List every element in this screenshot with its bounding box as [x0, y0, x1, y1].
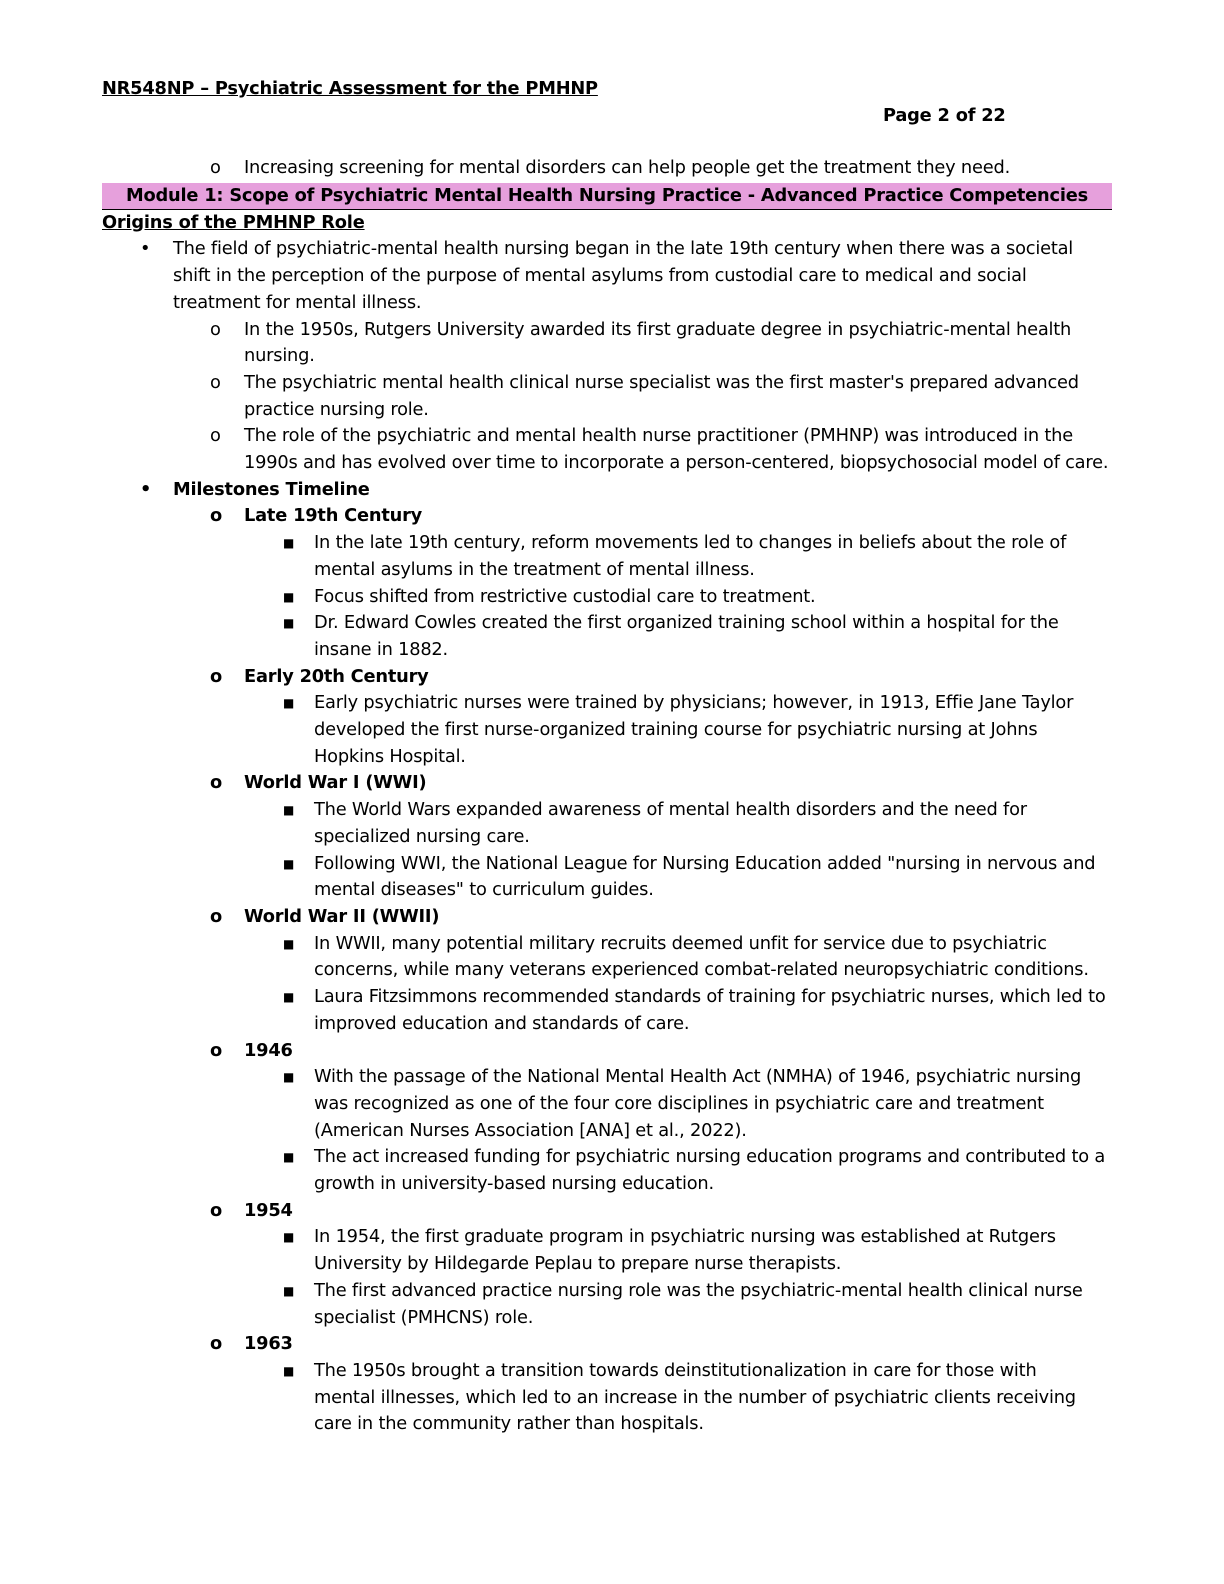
- milestone-label-text: World War II (WWII): [244, 905, 440, 927]
- milestone-item-line: [102, 957, 1112, 984]
- origins-intro-line: [102, 290, 1112, 317]
- milestone-item-line: [102, 1305, 1112, 1332]
- milestone-item-line: [102, 557, 1112, 584]
- origins-subpoint-line-text: The psychiatric mental health clinical nurse specialist was the first master's prepared advanced: [244, 371, 1079, 393]
- origins-subpoint-line-text: nursing.: [244, 345, 315, 367]
- circle-bullet: o: [210, 905, 223, 927]
- milestone-item-line-text: specialized nursing care.: [314, 825, 530, 847]
- milestone-label: [102, 1198, 1112, 1225]
- document-title: NR548NP – Psychiatric Assessment for the PMHNP: [102, 78, 598, 99]
- milestone-label-text: World War I (WWI): [244, 772, 427, 794]
- origins-intro-line-text: The field of psychiatric-mental health nursing began in the late 19th century when there was a societal: [173, 238, 1074, 260]
- circle-bullet: o: [210, 665, 223, 687]
- square-bullet: ■: [283, 1070, 295, 1085]
- square-bullet: ■: [283, 990, 295, 1005]
- milestone-label: [102, 1038, 1112, 1065]
- origins-list: [102, 236, 1112, 476]
- milestone-item-line: [102, 824, 1112, 851]
- origins-subpoint-line: [102, 317, 1112, 344]
- circle-bullet: o: [210, 1333, 223, 1355]
- origins-intro-line-text: shift in the perception of the purpose of mental asylums from custodial care to medical and social: [173, 265, 1027, 287]
- milestones-list: [102, 503, 1112, 1438]
- square-bullet: ■: [283, 936, 295, 951]
- square-bullet: ■: [283, 1230, 295, 1245]
- milestone-item-line: [102, 1411, 1112, 1438]
- milestone-item-line-text: specialist (PMHCNS) role.: [314, 1306, 534, 1328]
- origins-subpoint-line: [102, 397, 1112, 424]
- milestone-item-line-text: The 1950s brought a transition towards deinstitutionalization in care for those with: [314, 1359, 1037, 1381]
- square-bullet: ■: [283, 536, 295, 551]
- milestone-item-line-text: was recognized as one of the four core disciplines in psychiatric care and treatment: [314, 1092, 1044, 1114]
- milestone-item-line-text: In the late 19th century, reform movements led to changes in beliefs about the role of: [314, 532, 1067, 554]
- milestone-item-line-text: Early psychiatric nurses were trained by physicians; however, in 1913, Effie Jane Taylor: [314, 692, 1074, 714]
- bullet-marker: •: [140, 238, 151, 260]
- milestone-item-line: [102, 690, 1112, 717]
- milestone-item-line-text: mental asylums in the treatment of mental illness.: [314, 558, 755, 580]
- milestone-item-line-text: Focus shifted from restrictive custodial care to treatment.: [314, 585, 816, 607]
- milestone-item-line: [102, 744, 1112, 771]
- milestone-item-line: [102, 851, 1112, 878]
- square-bullet: ■: [283, 1363, 295, 1378]
- milestone-item-line: [102, 984, 1112, 1011]
- milestone-label-text: 1946: [244, 1039, 293, 1061]
- milestone-item-line: [102, 1118, 1112, 1145]
- origins-subpoint-line-text: In the 1950s, Rutgers University awarded its first graduate degree in psychiatric-mental health: [244, 318, 1072, 340]
- milestones-heading: Milestones Timeline: [173, 478, 370, 500]
- milestone-item-line-text: University by Hildegarde Peplau to prepare nurse therapists.: [314, 1253, 842, 1275]
- milestone-label: [102, 664, 1112, 691]
- milestone-item-line: [102, 1011, 1112, 1038]
- square-bullet: ■: [283, 589, 295, 604]
- circle-bullet: o: [210, 318, 221, 340]
- milestone-item-line-text: improved education and standards of care.: [314, 1012, 690, 1034]
- origins-subpoint-line: [102, 370, 1112, 397]
- circle-bullet: o: [210, 505, 223, 527]
- milestone-item-line-text: The act increased funding for psychiatric nursing education programs and contributed to a: [314, 1146, 1106, 1168]
- milestone-item-line: [102, 584, 1112, 611]
- milestone-item-line-text: growth in university-based nursing education.: [314, 1173, 714, 1195]
- milestone-item-line: [102, 1251, 1112, 1278]
- milestone-label-text: 1954: [244, 1199, 293, 1221]
- milestone-label: [102, 1331, 1112, 1358]
- milestone-label-text: Early 20th Century: [244, 665, 429, 687]
- milestone-label-text: Late 19th Century: [244, 505, 423, 527]
- origins-subpoint-line: [102, 423, 1112, 450]
- milestone-item-line: [102, 1278, 1112, 1305]
- milestone-item-line-text: developed the first nurse-organized training course for psychiatric nursing at Johns: [314, 719, 1038, 741]
- section-heading: Origins of the PMHNP Role: [102, 211, 365, 233]
- milestone-item-line: [102, 530, 1112, 557]
- milestone-item-line-text: In 1954, the first graduate program in psychiatric nursing was established at Rutgers: [314, 1226, 1056, 1248]
- square-bullet: ■: [283, 1150, 295, 1165]
- milestone-item-line: [102, 797, 1112, 824]
- milestone-item-line-text: Dr. Edward Cowles created the first organized training school within a hospital for the: [314, 612, 1059, 634]
- circle-bullet: o: [210, 1039, 223, 1061]
- milestone-item-line: [102, 1385, 1112, 1412]
- origins-intro-line: [102, 263, 1112, 290]
- origins-subpoint-line: [102, 450, 1112, 477]
- origins-subpoint-line-text: practice nursing role.: [244, 398, 429, 420]
- milestone-item-line: [102, 931, 1112, 958]
- milestone-item-line: [102, 1064, 1112, 1091]
- milestone-label: [102, 904, 1112, 931]
- milestone-item-line-text: The first advanced practice nursing role was the psychiatric-mental health clinical nurse: [314, 1279, 1083, 1301]
- milestone-item-line: [102, 1171, 1112, 1198]
- milestone-item-line-text: mental diseases" to curriculum guides.: [314, 879, 654, 901]
- square-bullet: ■: [283, 803, 295, 818]
- carryover-item: [102, 155, 1112, 182]
- milestone-item-line-text: Following WWI, the National League for Nursing Education added "nursing in nervous and: [314, 852, 1096, 874]
- square-bullet: ■: [283, 696, 295, 711]
- milestone-item-line-text: The World Wars expanded awareness of mental health disorders and the need for: [314, 799, 1027, 821]
- milestone-item-line-text: mental illnesses, which led to an increase in the number of psychiatric clients receiving: [314, 1386, 1076, 1408]
- document-body: [102, 155, 1112, 1438]
- bullet-marker: •: [140, 478, 152, 500]
- circle-bullet: o: [210, 157, 221, 178]
- carryover-text: Increasing screening for mental disorders can help people get the treatment they need.: [244, 157, 1011, 178]
- milestone-item-line: [102, 1224, 1112, 1251]
- module-heading: Module 1: Scope of Psychiatric Mental Health Nursing Practice - Advanced Practice Competencies: [102, 183, 1112, 210]
- milestone-item-line-text: With the passage of the National Mental Health Act (NMHA) of 1946, psychiatric nursing: [314, 1066, 1082, 1088]
- square-bullet: ■: [283, 856, 295, 871]
- circle-bullet: o: [210, 371, 221, 393]
- milestone-item-line-text: insane in 1882.: [314, 638, 448, 660]
- milestones-heading-item: [102, 477, 1112, 504]
- milestone-item-line-text: care in the community rather than hospitals.: [314, 1413, 704, 1435]
- milestone-item-line: [102, 1144, 1112, 1171]
- circle-bullet: o: [210, 1199, 223, 1221]
- milestone-item-line-text: In WWII, many potential military recruits deemed unfit for service due to psychiatric: [314, 932, 1047, 954]
- origins-subpoint-line-text: 1990s and has evolved over time to incorporate a person-centered, biopsychosocial model of care.: [244, 452, 1109, 474]
- milestone-item-line: [102, 877, 1112, 904]
- origins-intro-line-text: treatment for mental illness.: [173, 291, 422, 313]
- square-bullet: ■: [283, 616, 295, 631]
- milestone-item-line: [102, 1091, 1112, 1118]
- milestone-item-line-text: Laura Fitzsimmons recommended standards of training for psychiatric nurses, which led to: [314, 986, 1106, 1008]
- milestone-item-line: [102, 1358, 1112, 1385]
- page-number: Page 2 of 22: [883, 105, 1006, 126]
- origins-subpoint-line-text: The role of the psychiatric and mental health nurse practitioner (PMHNP) was introduced in the: [244, 425, 1073, 447]
- circle-bullet: o: [210, 425, 221, 447]
- origins-subpoint-line: [102, 343, 1112, 370]
- milestone-label-text: 1963: [244, 1333, 293, 1355]
- milestone-item-line: [102, 637, 1112, 664]
- milestone-item-line-text: concerns, while many veterans experienced combat-related neuropsychiatric conditions.: [314, 959, 1089, 981]
- milestone-label: [102, 503, 1112, 530]
- square-bullet: ■: [283, 1283, 295, 1298]
- milestone-item-line-text: Hopkins Hospital.: [314, 745, 466, 767]
- milestone-item-line-text: (American Nurses Association [ANA] et al., 2022).: [314, 1119, 747, 1141]
- origins-intro-line: [102, 236, 1112, 263]
- milestone-label: [102, 770, 1112, 797]
- milestone-item-line: [102, 717, 1112, 744]
- milestone-item-line: [102, 610, 1112, 637]
- circle-bullet: o: [210, 772, 223, 794]
